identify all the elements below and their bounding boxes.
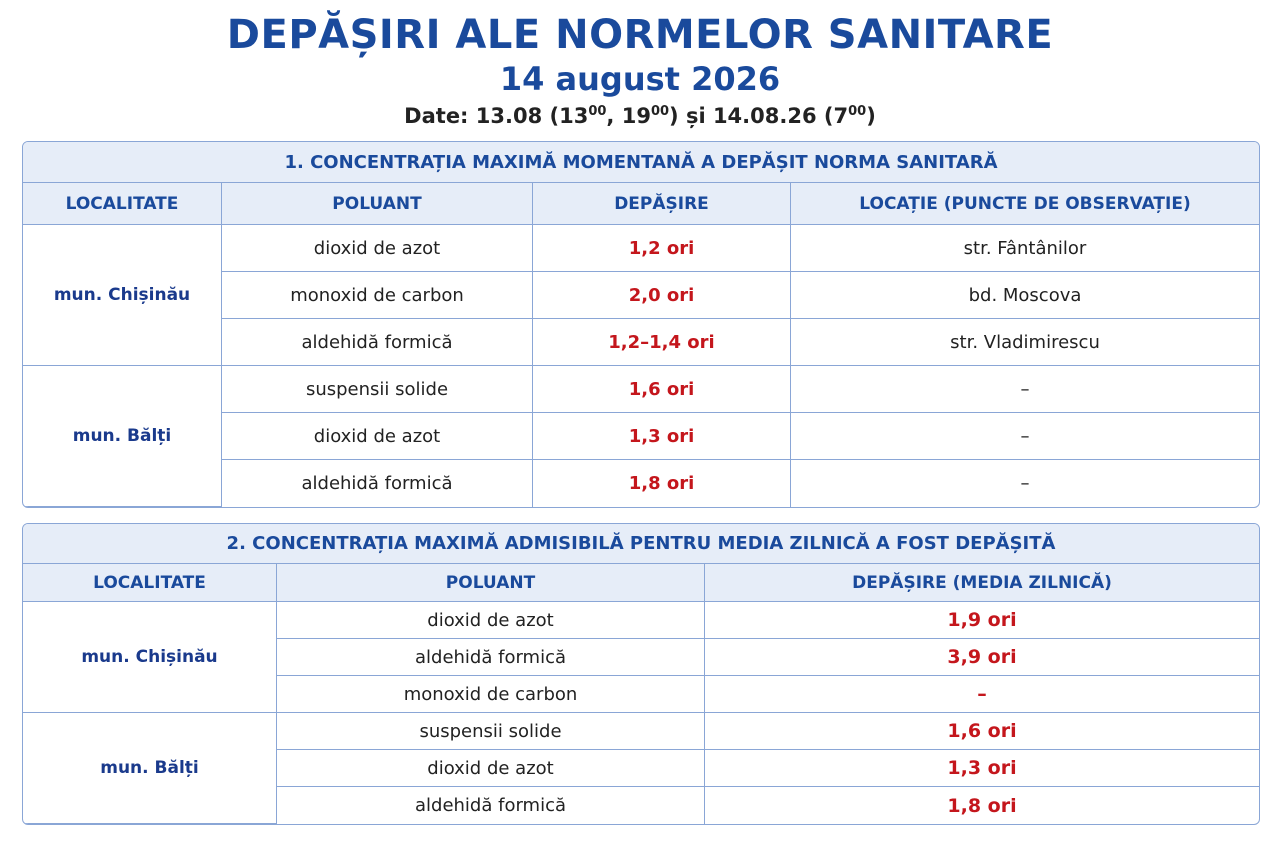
table-row — [23, 366, 1259, 413]
pollutant-cell: aldehidă formică — [222, 460, 533, 507]
column-header-pollutant: POLUANT — [277, 564, 705, 602]
pollutant-cell: suspensii solide — [277, 713, 705, 750]
section-1-title: 1. CONCENTRAȚIA MAXIMĂ MOMENTANĂ A DEPĂȘIT NORMA SANITARĂ — [23, 142, 1259, 183]
column-header-pollutant: POLUANT — [222, 183, 533, 225]
dates-end: ) — [866, 104, 876, 128]
locality-cell: mun. Chișinău — [23, 225, 222, 366]
dates-sup-1: 00 — [588, 104, 607, 119]
report-date: 14 august 2026 — [499, 60, 781, 98]
locality-cell: mun. Bălți — [23, 713, 277, 824]
data-times — [0, 104, 1280, 128]
excess-cell: 1,9 ori — [705, 602, 1259, 639]
column-header-excess: DEPĂȘIRE — [533, 183, 791, 225]
excess-cell: 1,6 ori — [533, 366, 791, 413]
page-title: DEPĂȘIRI ALE NORMELOR SANITARE — [226, 12, 1054, 58]
pollutant-cell: aldehidă formică — [222, 319, 533, 366]
dates-mid-1: , 19 — [606, 104, 651, 128]
table-row — [23, 225, 1259, 272]
daily-average-excess-table — [22, 523, 1260, 825]
location-cell: – — [1020, 473, 1030, 494]
pollutant-cell: dioxid de azot — [277, 602, 705, 639]
location-cell: str. Fântânilor — [791, 225, 1259, 272]
column-header-daily-excess: DEPĂȘIRE (MEDIA ZILNICĂ) — [705, 564, 1259, 602]
pollutant-cell: aldehidă formică — [277, 787, 705, 824]
column-header-location: LOCAȚIE (PUNCTE DE OBSERVAȚIE) — [791, 183, 1259, 225]
pollutant-cell: monoxid de carbon — [222, 272, 533, 319]
excess-cell: 1,8 ori — [533, 460, 791, 507]
locality-cell: mun. Chișinău — [23, 602, 277, 713]
excess-cell: 3,9 ori — [705, 639, 1259, 676]
pollutant-cell: monoxid de carbon — [277, 676, 705, 713]
excess-cell: 1,6 ori — [705, 713, 1259, 750]
pollutant-cell: dioxid de azot — [222, 225, 533, 272]
excess-cell: 1,3 ori — [705, 750, 1259, 787]
excess-cell: 1,2–1,4 ori — [533, 319, 791, 366]
excess-cell: 1,3 ori — [533, 413, 791, 460]
location-cell: str. Vladimirescu — [791, 319, 1259, 366]
excess-cell: 2,0 ori — [533, 272, 791, 319]
excess-cell: – — [705, 676, 1259, 713]
excess-cell: 1,8 ori — [947, 794, 1017, 817]
dates-mid-2: ) și 14.08.26 (7 — [669, 104, 849, 128]
locality-cell: mun. Bălți — [23, 366, 222, 507]
location-cell: – — [791, 413, 1259, 460]
section-2-title: 2. CONCENTRAȚIA MAXIMĂ ADMISIBILĂ PENTRU MEDIA ZILNICĂ A FOST DEPĂȘITĂ — [23, 524, 1259, 564]
dates-sup-3: 00 — [848, 104, 867, 119]
table-row — [23, 713, 1259, 750]
pollutant-cell: suspensii solide — [222, 366, 533, 413]
location-cell: bd. Moscova — [791, 272, 1259, 319]
dates-sup-2: 00 — [650, 104, 670, 119]
pollutant-cell: aldehidă formică — [277, 639, 705, 676]
location-cell: – — [791, 366, 1259, 413]
column-header-locality: LOCALITATE — [23, 564, 277, 602]
pollutant-cell: dioxid de azot — [277, 750, 705, 787]
excess-cell: 1,2 ori — [533, 225, 791, 272]
momentary-excess-table — [22, 141, 1260, 508]
dates-prefix: Date: 13.08 (13 — [404, 104, 589, 128]
pollutant-cell: dioxid de azot — [222, 413, 533, 460]
table-row — [23, 602, 1259, 639]
column-header-locality: LOCALITATE — [23, 183, 222, 225]
